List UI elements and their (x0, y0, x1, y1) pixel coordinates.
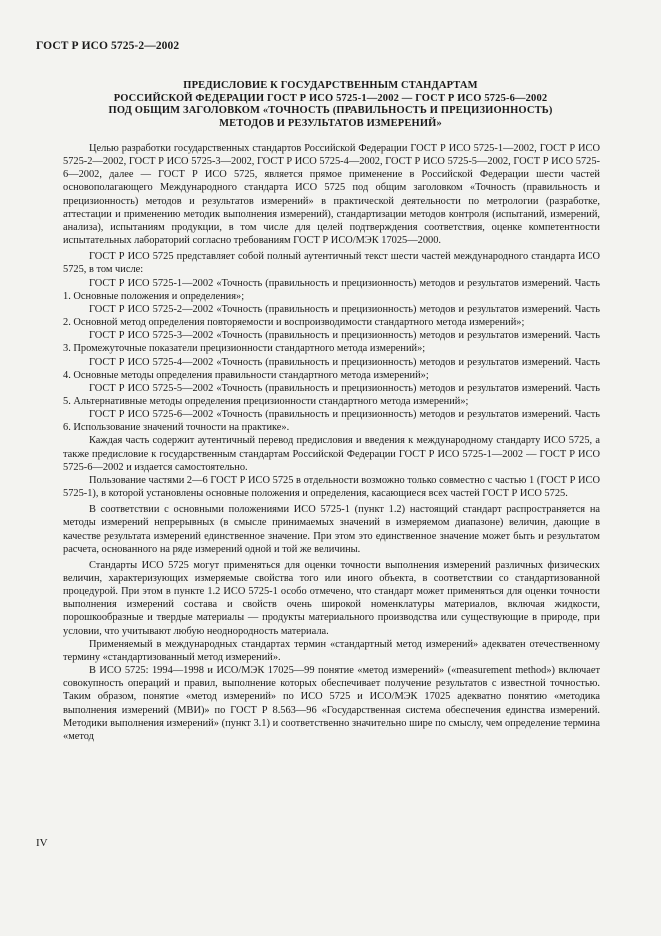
paragraph: Каждая часть содержит аутентичный перевод предисловия и введения к международному стандарту ИСО 5725, а также предисловие к государственным стандартам Российской Федерации ГОСТ Р ИСО 5725-1—2002 — ГОСТ Р ИСО 5725-6—2002 и издается самостоятельно. (63, 435, 600, 473)
paragraph: ГОСТ Р ИСО 5725-4—2002 «Точность (правильность и прецизионность) методов и результатов измерений. Часть 4. Основные методы определения правильности стандартного метода измерений»; (63, 356, 600, 381)
page-number: IV (36, 837, 48, 849)
title-line: МЕТОДОВ И РЕЗУЛЬТАТОВ ИЗМЕРЕНИЙ» (219, 117, 442, 129)
paragraph: Применяемый в международных стандартах термин «стандартный метод измерений» адекватен отечественному термину «стандартизованный метод измерений». (63, 638, 600, 663)
title-line: ПОД ОБЩИМ ЗАГОЛОВКОМ «ТОЧНОСТЬ (ПРАВИЛЬНОСТЬ И ПРЕЦИЗИОННОСТЬ) (108, 105, 553, 116)
paragraph: Стандарты ИСО 5725 могут применяться для оценки точности выполнения измерений различных физических величин, характеризующих измеряемые свойства того или иного объекта, в соответствии со стандартизованной процедурой. При этом в пункте 1.2 ИСО 5725-1 особо отмечено, что стандарт может применяться для оценки точности выполнения измерений состава и свойств очень широкой номенклатуры материалов, включая жидкости, порошкообразные и твердые материалы — продукты материального производства или существующие в природе, при условии, что учитывают любую неоднородность материала. (63, 559, 600, 637)
title-line: РОССИЙСКОЙ ФЕДЕРАЦИИ ГОСТ Р ИСО 5725-1—2002 — ГОСТ Р ИСО 5725-6—2002 (113, 92, 548, 104)
paragraph: ГОСТ Р ИСО 5725 представляет собой полный аутентичный текст шести частей международного стандарта ИСО 5725, в том числе: (63, 251, 600, 276)
paragraph: ГОСТ Р ИСО 5725-5—2002 «Точность (правильность и прецизионность) методов и результатов измерений. Часть 5. Альтернативные методы определения прецизионности стандартного метода измерений»; (63, 382, 600, 407)
paragraph: ГОСТ Р ИСО 5725-1—2002 «Точность (правильность и прецизионность) методов и результатов измерений. Часть 1. Основные положения и определения»; (63, 277, 600, 302)
document-header: ГОСТ Р ИСО 5725-2—2002 (36, 40, 180, 52)
paragraph: ГОСТ Р ИСО 5725-2—2002 «Точность (правильность и прецизионность) методов и результатов измерений. Часть 2. Основной метод определения повторяемости и воспроизводимости стандартного метода измерений»; (63, 303, 600, 329)
paragraph: В ИСО 5725: 1994—1998 и ИСО/МЭК 17025—99 понятие «метод измерений» («measurement method») включает совокупность операций и правил, выполнение которых обеспечивает получение результатов с известной точностью. Таким образом, понятие «метод измерений» по ИСО 5725 и ИСО/МЭК 17025 адекватно понятию «методика выполнения измерений (МВИ)» по ГОСТ Р 8.563—96 «Государственная система обеспечения единства измерений. Методики выполнения измерений» (пункт 3.1) и соответственно значительно шире по смыслу, чем определение термина «метод (63, 665, 600, 742)
paragraph: В соответствии с основными положениями ИСО 5725-1 (пункт 1.2) настоящий стандарт распространяется на методы измерений непрерывных (в смысле принимаемых значений в измеряемом диапазоне) величин, дающие в качестве результата измерений единственное значение. При этом это единственное значение может быть и результатом расчета, основанного на ряде измерений одной и той же величины. (63, 504, 600, 555)
paragraph: Пользование частями 2—6 ГОСТ Р ИСО 5725 в отдельности возможно только совместно с частью 1 (ГОСТ Р ИСО 5725-1), в которой установлены основные положения и определения, касающиеся всех частей ГОСТ Р ИСО 5725. (63, 474, 600, 500)
section-title (60, 80, 601, 130)
title-line: ПРЕДИСЛОВИЕ К ГОСУДАРСТВЕННЫМ СТАНДАРТАМ (183, 80, 478, 91)
body-text (63, 142, 600, 743)
paragraph: ГОСТ Р ИСО 5725-6—2002 «Точность (правильность и прецизионность) методов и результатов измерений. Часть 6. Использование значений точности на практике». (63, 409, 600, 434)
paragraph: ГОСТ Р ИСО 5725-3—2002 «Точность (правильность и прецизионность) методов и результатов измерений. Часть 3. Промежуточные показатели прецизионности стандартного метода измерений»; (63, 330, 600, 355)
paragraph: Целью разработки государственных стандартов Российской Федерации ГОСТ Р ИСО 5725-1—2002, ГОСТ Р ИСО 5725-2—2002, ГОСТ Р ИСО 5725-3—2002, ГОСТ Р ИСО 5725-4—2002, ГОСТ Р ИСО 5725-5—2002, ГОСТ Р ИСО 5725-6—2002, далее — ГОСТ Р ИСО 5725, является прямое применение в Российской Федерации шести частей основополагающего Международного стандарта ИСО 5725 под общим заголовком «Точность (правильность и прецизионность) методов и результатов измерений» в практической деятельности по метрологии (разработке, аттестации и применению методик выполнения измерений), стандартизации методов контроля (испытаний, измерений, анализа), испытаниям продукции, в том числе для целей подтверждения соответствия, оценке компетентности испытательных лабораторий согласно требованиям ГОСТ Р ИСО/МЭК 17025—2000. (63, 143, 600, 247)
